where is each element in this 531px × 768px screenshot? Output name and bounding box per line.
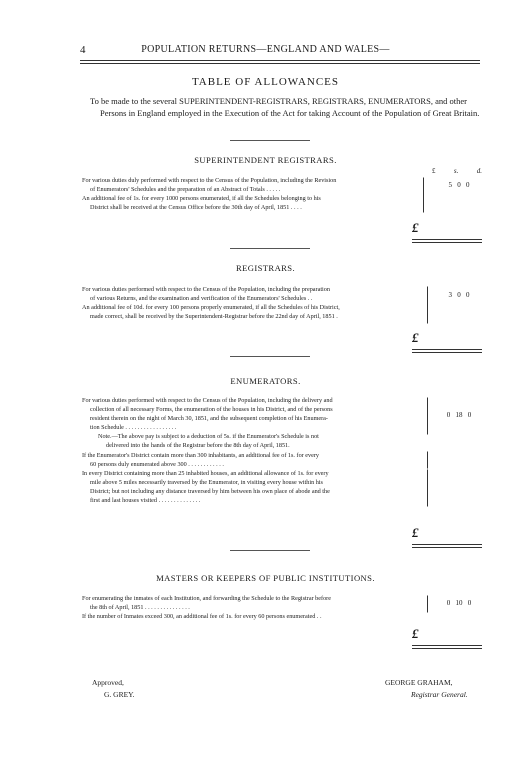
- enumerators-line-3: resident therein on the night of March 30, 1851, and the subsequent completion of his Enumera-: [90, 415, 328, 423]
- masters-total-symbol: £: [412, 626, 419, 641]
- enumerators-line-10: first and last houses visited . . . . . . . . . . . . . .: [90, 497, 201, 505]
- section-heading-superintendent: SUPERINTENDENT REGISTRARS.: [194, 155, 337, 165]
- superintendent-line-1: For various duties duly performed with respect to the Census of the Population, including the Revision: [82, 177, 337, 184]
- superintendent-total-symbol: £: [412, 220, 419, 235]
- superintendent-line-2: of Enumerators' Schedules and the preparation of an Abstract of Totals . . . . .: [90, 186, 281, 194]
- brace: [420, 177, 424, 213]
- enumerators-line-4: tion Schedule . . . . . . . . . . . . . . . . .: [90, 424, 177, 432]
- registrars-total-symbol: £: [412, 330, 419, 345]
- header-rule-top: [80, 60, 480, 61]
- divider: [230, 356, 310, 357]
- registrars-line-4: made correct, shall be received by the Superintendent-Registrar before the 22nd day of April, 1851 .: [90, 313, 338, 321]
- masters-amount: 0 10 0: [446, 599, 472, 607]
- brace: [424, 451, 428, 469]
- divider: [230, 550, 310, 551]
- total-rule: [412, 645, 482, 649]
- signer-name: GEORGE GRAHAM,: [385, 678, 453, 687]
- enumerators-line-1: For various duties performed with respect to the Census of the Population, including the delivery and: [82, 397, 333, 404]
- registrars-amount: 3 0 0: [448, 291, 470, 299]
- page-number: 4: [80, 44, 86, 56]
- total-rule: [412, 544, 482, 548]
- enumerators-amount: 0 18 0: [446, 411, 472, 419]
- enumerators-text: [82, 396, 422, 505]
- masters-line-2: the 8th of April, 1851 . . . . . . . . . . . . . . .: [90, 604, 190, 612]
- approver-name: G. GREY.: [104, 690, 135, 699]
- running-title: POPULATION RETURNS—ENGLAND AND WALES—: [141, 44, 390, 55]
- header-rule-bottom: [80, 63, 480, 64]
- enumerators-line-5: If the Enumerator's District contain more than 300 inhabitants, an additional fee of 1s. for every: [82, 451, 320, 459]
- superintendent-line-4: District shall be received at the Census Office before the 30th day of April, 1851 . . . .: [90, 204, 302, 212]
- divider: [230, 248, 310, 249]
- pence-header: d.: [476, 167, 482, 175]
- page-title: TABLE OF ALLOWANCES: [191, 76, 340, 88]
- enumerators-note-1: Note.—The above pay is subject to a deduction of 5s. if the Enumerator's Schedule is not: [98, 433, 319, 441]
- signer-title: Registrar General.: [411, 690, 468, 699]
- enumerators-line-9: District; but not including any distance traversed by him between his own place of abode and the: [90, 487, 330, 495]
- brace: [424, 397, 428, 435]
- registrars-line-2: of various Returns, and the examination and verification of the Enumerators' Schedules . .: [90, 295, 313, 303]
- total-rule: [412, 349, 482, 353]
- total-rule: [412, 239, 482, 243]
- enumerators-line-6: 60 persons duly enumerated above 300 . . . . . . . . . . . .: [90, 460, 224, 468]
- registrars-line-3: An additional fee of 10d. for every 100 persons properly enumerated, if all the Schedules of his District,: [82, 304, 340, 312]
- enumerators-line-8: mile above 5 miles necessarily traversed by the Enumerator, in visiting every house within his: [90, 478, 323, 486]
- section-heading-registrars: REGISTRARS.: [235, 263, 296, 273]
- approval-block: [92, 677, 135, 701]
- registrars-line-1: For various duties performed with respect to the Census of the Population, including the preparation: [82, 286, 330, 293]
- brace: [424, 595, 428, 613]
- pounds-header: £: [432, 167, 436, 175]
- enumerators-line-2: collection of all necessary Forms, the enumeration of the houses in his District, and of the persons: [90, 406, 333, 414]
- signer-block: [385, 677, 485, 701]
- registrars-text: [82, 285, 422, 321]
- intro-paragraph: To be made to the several SUPERINTENDENT-REGISTRARS, REGISTRARS, ENUMERATORS, and other Persons in England employed in the Execution of the Act for taking Account of the Population of Great Britain.: [90, 96, 480, 118]
- brace: [424, 286, 428, 324]
- superintendent-amount: 5 0 0: [448, 181, 470, 189]
- approved-label: Approved,: [92, 678, 124, 687]
- currency-headers: [432, 167, 482, 175]
- divider: [230, 140, 310, 141]
- masters-line-3: If the number of Inmates exceed 300, an additional fee of 1s. for every 60 persons enumerated . .: [82, 613, 322, 621]
- section-heading-masters: MASTERS OR KEEPERS OF PUBLIC INSTITUTIONS.: [156, 573, 375, 583]
- masters-line-1: For enumerating the inmates of each Institution, and forwarding the Schedule to the Registrar before: [82, 595, 331, 602]
- enumerators-total-symbol: £: [412, 525, 419, 540]
- superintendent-line-3: An additional fee of 1s. for every 1000 persons enumerated, if all the Schedules belonging to his: [82, 195, 321, 203]
- masters-text: [82, 594, 422, 621]
- superintendent-text: [82, 176, 422, 212]
- enumerators-line-7: In every District containing more than 25 inhabited houses, an additional allowance of 1s. for every: [82, 469, 329, 477]
- brace: [424, 469, 428, 507]
- shillings-header: s.: [453, 167, 459, 175]
- enumerators-note-2: delivered into the hands of the Registrar before the 8th day of April, 1851.: [106, 442, 290, 450]
- section-heading-enumerators: ENUMERATORS.: [230, 376, 301, 386]
